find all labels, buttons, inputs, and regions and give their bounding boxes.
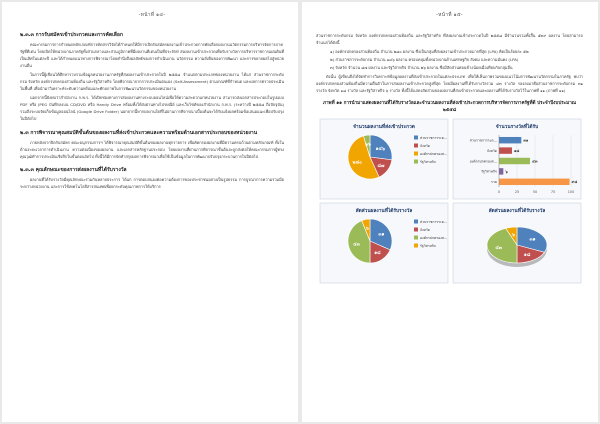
- page-number: -หน้าที่ ๑๔-: [138, 12, 166, 18]
- tick-label: 50: [532, 190, 538, 195]
- chart-title-2: สัดส่วนผลงานที่ได้รับรางวัล: [355, 209, 413, 215]
- left-page: [2, 2, 298, 422]
- section-heading: ๒.๓.๓ คุณลักษณะของการส่งผลงานที่ได้รับรางวัล: [20, 166, 127, 173]
- legend-swatch: [414, 228, 418, 232]
- right-page: [302, 2, 598, 422]
- body-paragraph: ส่วนราชการระดับกรม จังหวัด องค์กรปกครองส่วนท้องถิ่น และรัฐวิสาหกิจ ที่ส่งผลงานเข้าประกวดในปี ๒๕๕๘ มีจำนวนรวมทั้งสิ้น ๕๓๙ ผลงาน โดยสามารถจำแนกได้ดังนี้: [316, 33, 583, 46]
- body-paragraph: นอกจากนี้ยังพบว่าสำนักงาน ก.พ.ร. ได้เปิดช่องทางการส่งผลงานทางระบบออนไลน์เพื่อให้ความสะดวกแก่หน่วยงาน สามารถส่งเอกสารประกอบในรูปแบบ PDF หรือ JPEG บันทึกลงบน CD/DVD หรือ Handy Drive พร้อมทั้งให้ส่งผ่านทางไปรษณีย์ และเว็บไซต์ของสำนักงาน ก.พ.ร. (ระหว่างปี ๒๕๕๘ ถึงปัจจุบัน) รวมถึงระบบจัดเก็บข้อมูลออนไลน์ (Google Drive Folder) นอกจากนี้หากผลงานใดที่ไม่ผ่านการพิจารณาเบื้องต้นจะได้รับแจ้งผลพร้อมข้อเสนอแนะเพื่อปรับปรุงในปีถัดไป: [20, 95, 284, 122]
- list-item: ๑) องค์กรปกครองส่วนท้องถิ่น จำนวน ๒๘๐ ผลงาน ซึ่งเป็นกลุ่มที่ส่งผลงานเข้าประกวดมากที่สุด (LPA) คิดเป็นร้อยละ ๕๒: [330, 49, 529, 55]
- bar-value-label: ๑๘: [513, 148, 520, 154]
- figure-charts: [317, 117, 583, 285]
- bar: [499, 158, 530, 164]
- legend-swatch: [414, 144, 418, 148]
- pie3d-value-label: ๓๑: [529, 237, 536, 243]
- legend-swatch: [414, 152, 418, 156]
- bar: [499, 179, 570, 185]
- tick-label: 0: [497, 190, 501, 195]
- category-label: รัฐวิสาหกิจ: [481, 169, 497, 174]
- chart-title-3: สัดส่วนผลงานที่ได้รับรางวัล: [488, 209, 546, 215]
- pie3d-value-label: ๖: [511, 233, 515, 239]
- pie3d-value-label: ๔๓: [495, 246, 503, 252]
- list-item: ๒) ส่วนราชการระดับกรม จำนวน ๑๔๖ ผลงาน ครอบคลุมทั้งหน่วยงานด้านเศรษฐกิจ สังคม และความมั่นคง (LPA): [330, 57, 519, 63]
- pie-value-label: ๒๖: [364, 142, 371, 148]
- body-paragraph: ในการนี้ผู้เขียนได้ศึกษารวบรวมข้อมูลหน่วยงานภาครัฐที่ส่งผลงานเข้าประกวดในปี ๒๕๕๘ จำแนกตามประเภทของหน่วยงาน ได้แก่ ส่วนราชการระดับกรม จังหวัด องค์กรปกครองส่วนท้องถิ่น และรัฐวิสาหกิจ โดยพิจารณาจากการประเมินตนเอง (Self-Assessment) ตามเกณฑ์ที่กำหนด และผลการตรวจประเมินในพื้นที่ เพื่อนำมาวิเคราะห์ระดับความพร้อมและศักยภาพในการพัฒนานวัตกรรมของหน่วยงาน: [20, 72, 284, 92]
- list-item: ๓) จังหวัด จำนวน ๘๗ ผลงาน และรัฐวิสาหกิจ จำนวน ๒๖ ผลงาน ซึ่งมีสัดส่วนค่อนข้างน้อยเมื่อเทียบกับกลุ่มอื่น: [330, 65, 513, 71]
- legend-label: รัฐวิสาหกิจ: [420, 244, 436, 249]
- section-heading: ๒.๓.๓ การรับสมัครเข้าประกวดและการคัดเลือก: [20, 32, 123, 38]
- bar-value-label: ๓๑: [523, 137, 529, 143]
- pie-value-label: ๔๓: [353, 242, 360, 248]
- chart-title-0: จำนวนผลงานที่ส่งเข้าประกวด: [353, 125, 415, 131]
- legend-swatch: [414, 244, 418, 248]
- category-label: จังหวัด: [487, 149, 497, 154]
- bar: [499, 168, 503, 174]
- bar: [499, 137, 521, 143]
- legend-swatch: [414, 136, 418, 140]
- tick-label: 75: [550, 190, 556, 195]
- category-label: องค์กรปกครองส…: [469, 159, 497, 164]
- section-heading: ๒.๓ การพิจารณาคุณสมบัติขั้นต้นของผลงานที่ส่งเข้าประกวดและความพร้อมด้านเอกสารประกอบของหน่วยงาน: [20, 129, 258, 136]
- tick-label: 100: [567, 190, 575, 195]
- legend-swatch: [414, 236, 418, 240]
- pie-value-label: ๘๗: [377, 164, 385, 170]
- figure-caption: ภาพที่ ๑๑ การนำมาแสดงผลงานที่ได้รับรางวัลและจำนวนผลงานที่ส่งเข้าประกวดการบริหารจัดการภาครัฐที่ดี ประจำปีงบประมาณ ๒๕๕๘: [322, 101, 577, 113]
- bar-value-label: ๙๘: [571, 179, 578, 185]
- pie-value-label: ๒๘๐: [352, 160, 362, 166]
- pie3d-value-label: ๑๘: [523, 253, 531, 259]
- pie-value-label: ๓๑: [378, 232, 385, 238]
- legend-swatch: [414, 220, 418, 224]
- legend-label: จังหวัด: [420, 144, 430, 149]
- page-number: -หน้าที่ ๑๕-: [436, 12, 463, 18]
- bar-value-label: ๖: [505, 168, 508, 174]
- body-paragraph: ผลงานที่ได้รับรางวัลมีคุณลักษณะร่วมกันหลายประการ ได้แก่ การตอบสนองต่อความต้องการของประชาชนอย่างเป็นรูปธรรม การบูรณาการความร่วมมือระหว่างหน่วยงาน และการใช้เทคโนโลยีสารสนเทศเพื่อยกระดับคุณภาพการให้บริการ: [20, 176, 284, 189]
- numbered-list: [316, 48, 583, 71]
- body-paragraph: ภายหลังจากปิดรับสมัคร คณะอนุกรรมการฯ ได้พิจารณาคุณสมบัติขั้นต้นของผลงานทุกรายการ เพื่อคัดกรองผลงานที่มีความครบถ้วนตามหลักเกณฑ์ ทั้งในด้านระยะเวลาการดำเนินงาน ความต่อเนื่องของผลงาน และเอกสารหลักฐานประกอบ โดยผลงานที่ผ่านการพิจารณาขั้นต้นจะถูกส่งต่อให้คณะกรรมการผู้ทรงคุณวุฒิทำการประเมินเชิงลึกในขั้นตอนถัดไป ทั้งนี้ได้มีการจัดทำสรุปผลการพิจารณาเพื่อใช้เป็นข้อมูลในการพัฒนาปรับปรุงกระบวนการในปีต่อไป: [20, 139, 284, 159]
- chart-title-1: จำนวนรางวัลที่ได้รับ: [495, 125, 539, 131]
- bar: [499, 148, 512, 154]
- legend-label: องค์กรปกครองส…: [420, 152, 448, 157]
- legend-label: ส่วนราชการระด…: [420, 220, 448, 225]
- tick-label: 25: [514, 190, 520, 195]
- category-label: รวม: [491, 180, 497, 185]
- bar-value-label: ๔๓: [531, 158, 538, 164]
- legend-label: ส่วนราชการระด…: [420, 136, 448, 141]
- body-paragraph: ดังนั้น ผู้เขียนจึงได้จัดทำการวิเคราะห์ข้อมูลผลงานที่ส่งเข้าประกวดในแต่ละประเภท เพื่อให้เห็นภาพรวมของแนวโน้มการพัฒนานวัตกรรมในภาครัฐ พบว่าองค์กรปกครองส่วนท้องถิ่นมีความตื่นตัวในการส่งผลงานเข้าประกวดสูงที่สุด โดยมีผลงานที่ได้รับรางวัลรวม ๔๓ รางวัล รองลงมาคือส่วนราชการระดับกรม ๓๑ รางวัล จังหวัด ๑๘ รางวัล และรัฐวิสาหกิจ ๖ รางวัล ทั้งนี้ได้แสดงสัดส่วนของผลงานที่ส่งเข้าประกวดและผลงานที่ได้รับรางวัลไว้ในภาพที่ ๑๑ (ภาพที่ ๑๑): [316, 74, 583, 94]
- pie-value-label: ๑๘: [374, 251, 381, 257]
- legend-swatch: [414, 160, 418, 164]
- legend-label: รัฐวิสาหกิจ: [420, 160, 436, 165]
- pie-value-label: ๖: [365, 226, 369, 232]
- legend-label: จังหวัด: [420, 228, 430, 233]
- category-label: ส่วนราชการระด…: [469, 138, 497, 143]
- body-paragraph: คณะกรรมการการกำหนดหลักเกณฑ์การคัดสรรวิจัยได้กำหนดให้มีการเปิดรับสมัครผลงานเข้าประกวดการคัดเลือกผลงานนวัตกรรมการบริหารจัดการภาครัฐที่ดีเด่น โดยเปิดให้หน่วยงานภาครัฐทั้งส่วนกลางและส่วนภูมิภาคที่มีผลงานดีเด่นเป็นที่ประจักษ์ ส่งผลงานเข้าประกวดเพื่อรับรางวัลการบริหารราชการแผ่นดินที่เป็นเลิศในแต่ละปี และได้กำหนดแนวทางการพิจารณาโดยคำนึงถึงผลลัพธ์ของการดำเนินงาน นวัตกรรม ความยั่งยืนของการพัฒนา และการขยายผลไปสู่หน่วยงานอื่น: [20, 42, 284, 69]
- legend-label: องค์กรปกครองส…: [420, 236, 448, 241]
- pie-value-label: ๑๔๖: [375, 146, 385, 152]
- charts-svg: [317, 117, 583, 285]
